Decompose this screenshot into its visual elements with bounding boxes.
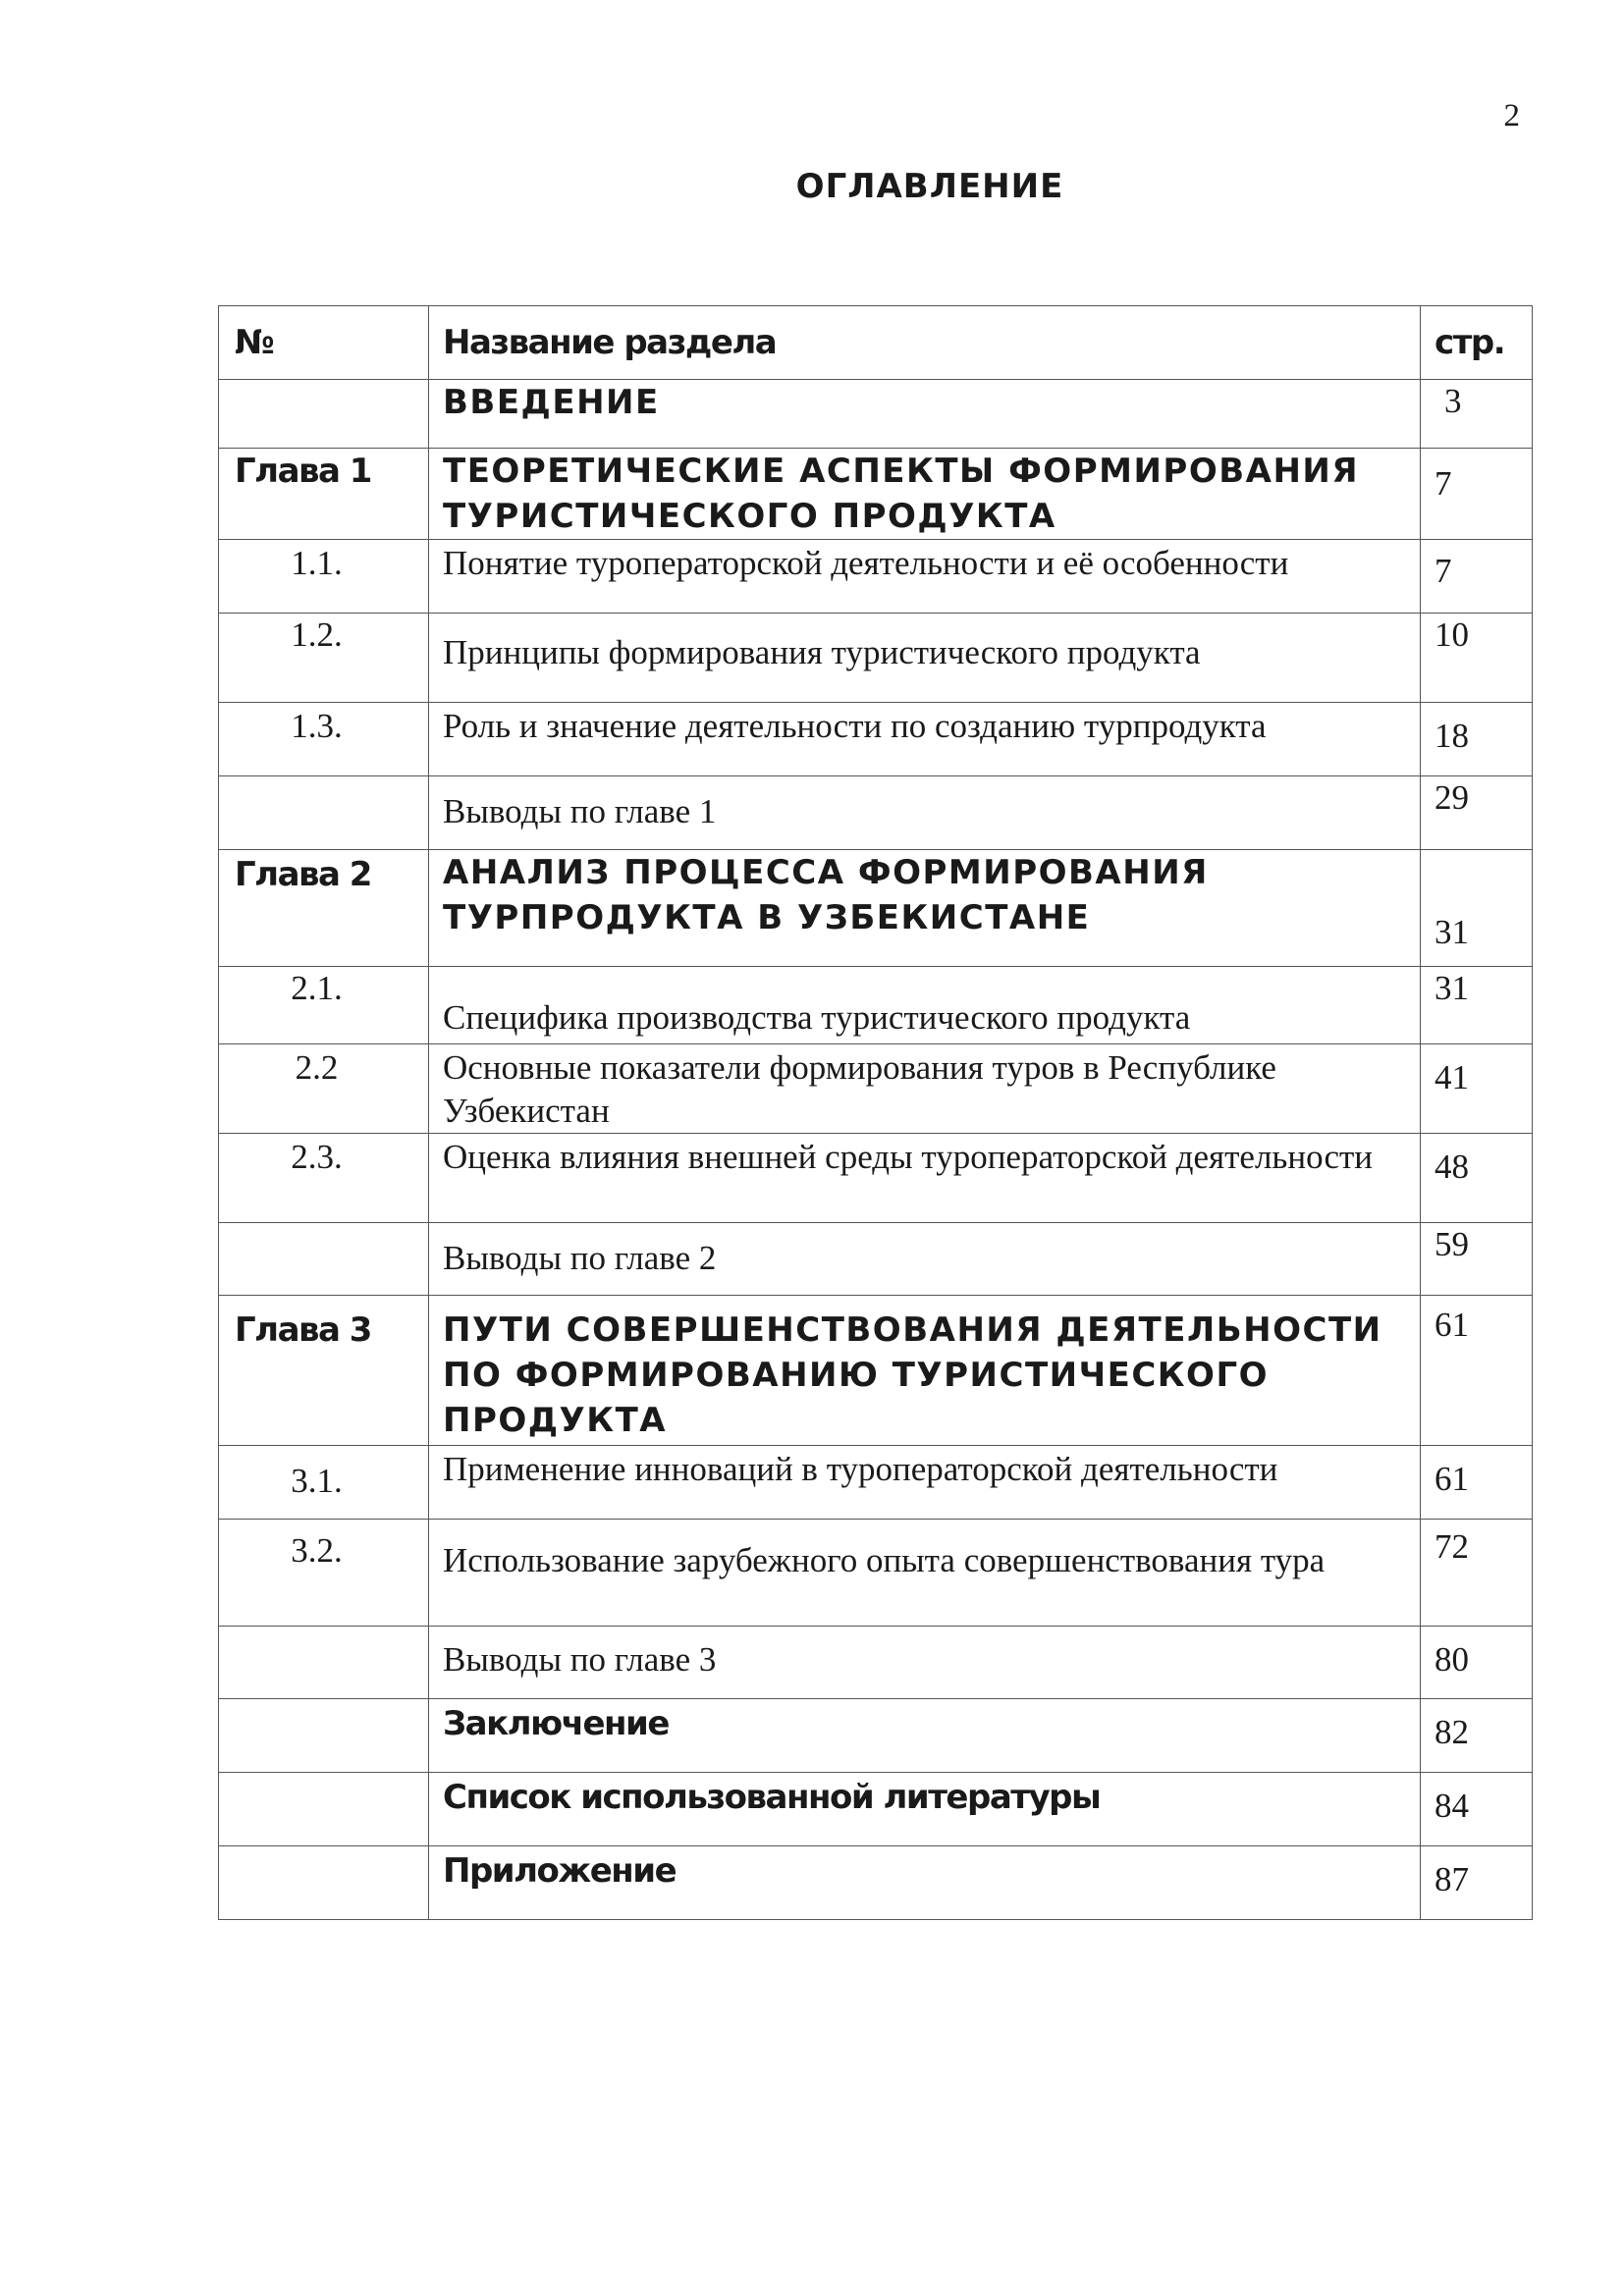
- toc-num: 3.1.: [291, 1462, 343, 1500]
- toc-num: 2.2: [295, 1048, 339, 1087]
- toc-page: 31: [1435, 913, 1469, 951]
- toc-table: [218, 305, 1533, 1920]
- toc-title: АНАЛИЗ ПРОЦЕССА ФОРМИРОВАНИЯ ТУРПРОДУКТА В УЗБЕКИСТАНЕ: [443, 853, 1209, 937]
- toc-page: 18: [1435, 717, 1469, 755]
- toc-num-cell: [219, 1627, 429, 1699]
- toc-title: Специфика производства туристического продукта: [443, 998, 1191, 1037]
- toc-num-cell: [219, 776, 429, 850]
- toc-num-cell: [219, 1699, 429, 1773]
- toc-row: [219, 1627, 1533, 1699]
- header-title-cell: [429, 306, 1421, 380]
- toc-row: [219, 1846, 1533, 1920]
- toc-page: 61: [1435, 1460, 1469, 1498]
- toc-num: Глава 1: [235, 452, 371, 491]
- toc-page: 72: [1435, 1527, 1469, 1566]
- toc-page-cell: [1421, 380, 1533, 449]
- toc-title: Основные показатели формирования туров в Республике Узбекистан: [443, 1048, 1276, 1130]
- toc-title-cell: [429, 380, 1421, 449]
- toc-page: 82: [1435, 1713, 1469, 1751]
- toc-page-cell: [1421, 1134, 1533, 1223]
- toc-num-cell: [219, 449, 429, 540]
- toc-title-cell: [429, 1520, 1421, 1627]
- toc-title-cell: [429, 614, 1421, 703]
- toc-num: 1.2.: [291, 615, 343, 654]
- toc-num-cell: [219, 1773, 429, 1846]
- toc-row: [219, 614, 1533, 703]
- toc-row: [219, 703, 1533, 776]
- toc-num: Глава 2: [235, 855, 371, 894]
- toc-title-cell: [429, 1773, 1421, 1846]
- toc-page: 29: [1435, 778, 1469, 817]
- toc-row: [219, 1699, 1533, 1773]
- toc-title: Выводы по главе 2: [443, 1239, 717, 1277]
- toc-row: [219, 776, 1533, 850]
- toc-page: 80: [1435, 1640, 1469, 1679]
- table-header-row: [219, 306, 1533, 380]
- page-title: ОГЛАВЛЕНИЕ: [795, 167, 1064, 206]
- page-number: 2: [1503, 98, 1520, 133]
- toc-num-cell: [219, 1846, 429, 1920]
- toc-page-cell: [1421, 703, 1533, 776]
- toc-title-cell: [429, 1134, 1421, 1223]
- toc-row: [219, 449, 1533, 540]
- toc-page: 87: [1435, 1860, 1469, 1898]
- header-title: Название раздела: [443, 323, 777, 362]
- toc-page-cell: [1421, 449, 1533, 540]
- toc-page: 3: [1444, 382, 1462, 420]
- toc-num-cell: [219, 850, 429, 967]
- toc-title: Оценка влияния внешней среды туроператорской деятельности: [443, 1138, 1374, 1176]
- toc-title-cell: [429, 1846, 1421, 1920]
- toc-num: 3.2.: [291, 1531, 343, 1570]
- toc-page: 84: [1435, 1787, 1469, 1825]
- toc-title: ПУТИ СОВЕРШЕНСТВОВАНИЯ ДЕЯТЕЛЬНОСТИ ПО ФОРМИРОВАНИЮ ТУРИСТИЧЕСКОГО ПРОДУКТА: [443, 1310, 1382, 1440]
- toc-page-cell: [1421, 614, 1533, 703]
- toc-num: 1.3.: [291, 707, 343, 745]
- toc-page-cell: [1421, 1520, 1533, 1627]
- toc-page: 31: [1435, 969, 1469, 1007]
- toc-title-cell: [429, 1446, 1421, 1520]
- toc-row: [219, 850, 1533, 967]
- toc-title-cell: [429, 1044, 1421, 1134]
- header-num: №: [235, 323, 274, 362]
- toc-num-cell: [219, 967, 429, 1044]
- toc-row: [219, 1223, 1533, 1296]
- toc-title: Выводы по главе 3: [443, 1640, 717, 1679]
- toc-num-cell: [219, 380, 429, 449]
- toc-num: 1.1.: [291, 544, 343, 582]
- toc-page-cell: [1421, 1773, 1533, 1846]
- toc-title: Выводы по главе 1: [443, 792, 717, 830]
- header-page: стр.: [1435, 323, 1505, 362]
- toc-num: 2.3.: [291, 1138, 343, 1176]
- toc-page-cell: [1421, 776, 1533, 850]
- toc-title-cell: [429, 540, 1421, 614]
- toc-page-cell: [1421, 1699, 1533, 1773]
- toc-title: Роль и значение деятельности по созданию турпродукта: [443, 707, 1267, 745]
- toc-title-cell: [429, 449, 1421, 540]
- toc-num-cell: [219, 1223, 429, 1296]
- toc-page-cell: [1421, 1627, 1533, 1699]
- header-page-cell: [1421, 306, 1533, 380]
- toc-title-cell: [429, 967, 1421, 1044]
- toc-row: [219, 380, 1533, 449]
- toc-page: 41: [1435, 1058, 1469, 1096]
- toc-title: Приложение: [443, 1851, 677, 1891]
- toc-title: ВВЕДЕНИЕ: [443, 383, 660, 422]
- toc-page-cell: [1421, 967, 1533, 1044]
- toc-title-cell: [429, 1699, 1421, 1773]
- toc-num-cell: [219, 1520, 429, 1627]
- toc-row: [219, 1134, 1533, 1223]
- toc-row: [219, 967, 1533, 1044]
- toc-page: 7: [1435, 464, 1452, 503]
- toc-num-cell: [219, 540, 429, 614]
- toc-page-cell: [1421, 1446, 1533, 1520]
- toc-row: [219, 540, 1533, 614]
- toc-page: 48: [1435, 1148, 1469, 1186]
- toc-title: Использование зарубежного опыта совершенствования тура: [443, 1541, 1326, 1579]
- toc-row: [219, 1773, 1533, 1846]
- header-num-cell: [219, 306, 429, 380]
- toc-num-cell: [219, 1044, 429, 1134]
- toc-num-cell: [219, 703, 429, 776]
- toc-title-cell: [429, 703, 1421, 776]
- toc-title-cell: [429, 1627, 1421, 1699]
- toc-page-cell: [1421, 1296, 1533, 1446]
- toc-row: [219, 1296, 1533, 1446]
- toc-title-cell: [429, 850, 1421, 967]
- toc-title: Список использованной литературы: [443, 1778, 1101, 1817]
- toc-row: [219, 1044, 1533, 1134]
- toc-title: Заключение: [443, 1704, 669, 1743]
- toc-title: ТЕОРЕТИЧЕСКИЕ АСПЕКТЫ ФОРМИРОВАНИЯ ТУРИСТИЧЕСКОГО ПРОДУКТА: [443, 452, 1360, 536]
- toc-title: Понятие туроператорской деятельности и её особенности: [443, 544, 1289, 582]
- toc-page-cell: [1421, 1044, 1533, 1134]
- toc-page-cell: [1421, 850, 1533, 967]
- toc-page-cell: [1421, 1223, 1533, 1296]
- toc-page: 10: [1435, 615, 1469, 654]
- toc-title-cell: [429, 776, 1421, 850]
- toc-title-cell: [429, 1296, 1421, 1446]
- toc-row: [219, 1446, 1533, 1520]
- toc-page: 61: [1435, 1306, 1469, 1344]
- toc-num-cell: [219, 1134, 429, 1223]
- toc-num-cell: [219, 1446, 429, 1520]
- toc-title-cell: [429, 1223, 1421, 1296]
- toc-page: 59: [1435, 1225, 1469, 1263]
- toc-page-cell: [1421, 1846, 1533, 1920]
- toc-num: Глава 3: [235, 1310, 371, 1350]
- toc-page-cell: [1421, 540, 1533, 614]
- toc-title: Применение инноваций в туроператорской деятельности: [443, 1450, 1278, 1488]
- toc-num: 2.1.: [291, 969, 343, 1007]
- toc-row: [219, 1520, 1533, 1627]
- toc-page: 7: [1435, 552, 1452, 590]
- toc-num-cell: [219, 1296, 429, 1446]
- toc-num-cell: [219, 614, 429, 703]
- toc-title: Принципы формирования туристического продукта: [443, 633, 1201, 671]
